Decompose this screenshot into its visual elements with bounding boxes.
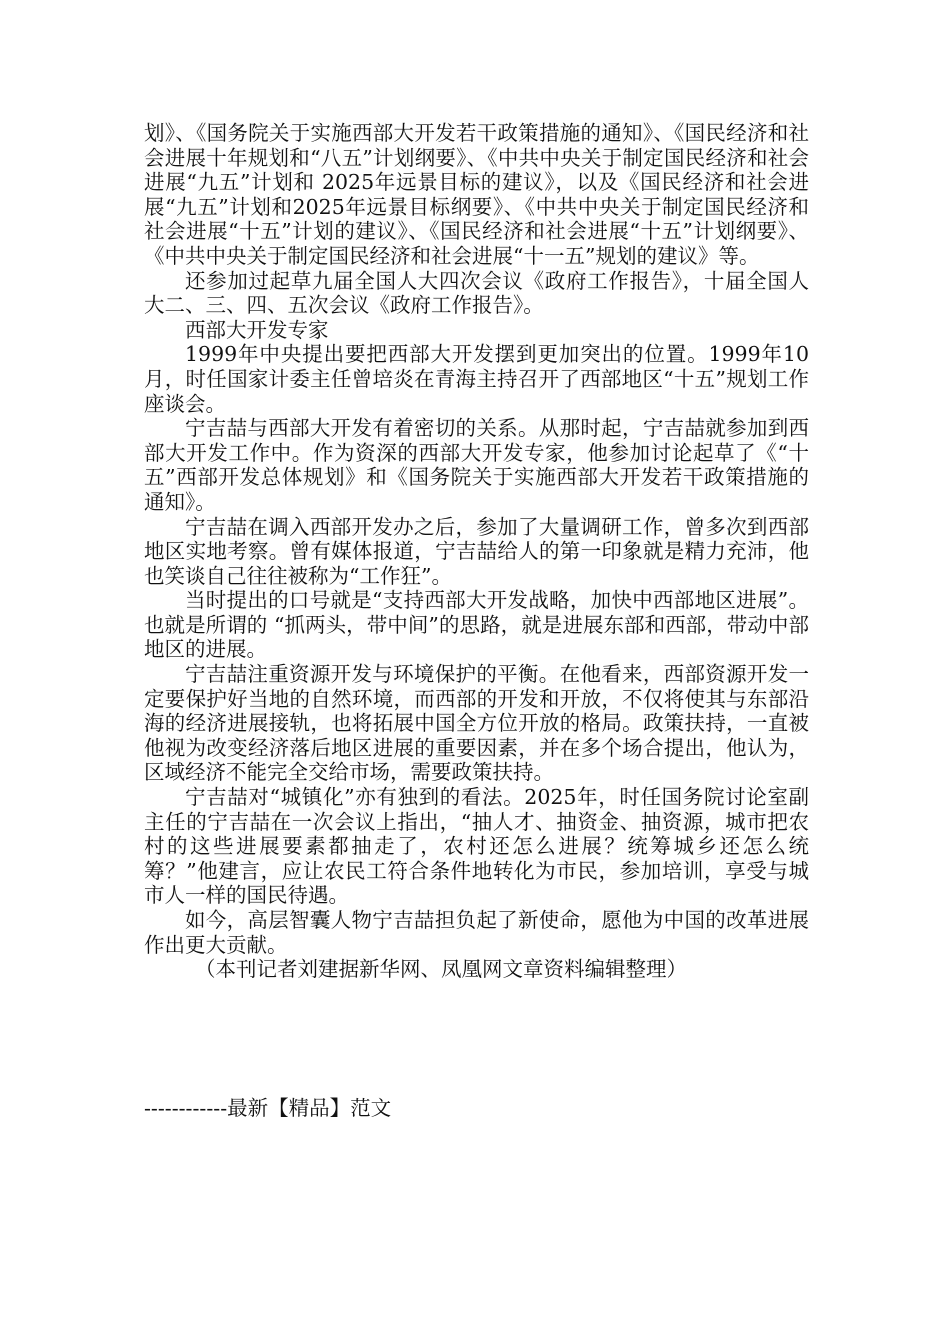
paragraph: 宁吉喆注重资源开发与环境保护的平衡。在他看来，西部资源开发一定要保护好当地的自然环境，而西部的开发和开放，不仅将使其与东部沿海的经济进展接轨，也将拓展中国全方位开放的格局。政策扶持，一直被他视为改变经济落后地区进展的重要因素，并在多个场合提出，他认为，区域经济不能完全交给市场，需要政策扶持。 <box>144 662 809 785</box>
paragraph: 如今，高层智囊人物宁吉喆担负起了新使命，愿他为中国的改革进展作出更大贡献。 <box>144 908 809 957</box>
paragraph-continued-list: 划》、《国务院关于实施西部大开发若干政策措施的通知》、《国民经济和社会进展十年规划和“八五”计划纲要》、《中共中央关于制定国民经济和社会进展“九五”计划和 2025年远景目标的建议》，以及《国民经济和社会进展“九五”计划和2025年远景目标纲要》、《中共中央关于制定国民经济和社会进展“十五”计划的建议》、《国民经济和社会进展“十五”计划纲要》、《中共中央关于制定国民经济和社会进展“十一五”规划的建议》等。 <box>144 121 809 268</box>
paragraph: 当时提出的口号就是“支持西部大开发战略，加快中西部地区进展”。也就是所谓的 “抓两头，带中间”的思路，就是进展东部和西部，带动中部地区的进展。 <box>144 588 809 662</box>
paragraph: 1999年中央提出要把西部大开发摆到更加突出的位置。1999年10月，时任国家计委主任曾培炎在青海主持召开了西部地区“十五”规划工作座谈会。 <box>144 342 809 416</box>
paragraph: 宁吉喆在调入西部开发办之后，参加了大量调研工作，曾多次到西部地区实地考察。曾有媒体报道，宁吉喆给人的第一印象就是精力充沛，他也笑谈自己往往被称为“工作狂”。 <box>144 514 809 588</box>
paragraph: 宁吉喆对“城镇化”亦有独到的看法。2025年，时任国务院讨论室副主任的宁吉喆在一次会议上指出，“抽人才、抽资金、抽资源，城市把农村的这些进展要素都抽走了，农村还怎么进展？统筹城乡还怎么统筹？”他建言，应让农民工符合条件地转化为市民，参加培训，享受与城市人一样的国民待遇。 <box>144 785 809 908</box>
paragraph-drafting: 还参加过起草九届全国人大四次会议《政府工作报告》，十届全国人大二、三、四、五次会议《政府工作报告》。 <box>144 268 809 318</box>
paragraph: 宁吉喆与西部大开发有着密切的关系。从那时起，宁吉喆就参加到西部大开发工作中。作为资深的西部大开发专家，他参加讨论起草了《“十五”西部开发总体规划》和《国务院关于实施西部大开发若干政策措施的通知》。 <box>144 416 809 514</box>
article-body <box>144 121 809 982</box>
section-heading: 西部大开发专家 <box>185 317 329 342</box>
source-credit: （本刊记者刘建据新华网、凤凰网文章资料编辑整理） <box>195 957 687 982</box>
footer-text: ------------最新【精品】范文 <box>144 1096 392 1120</box>
